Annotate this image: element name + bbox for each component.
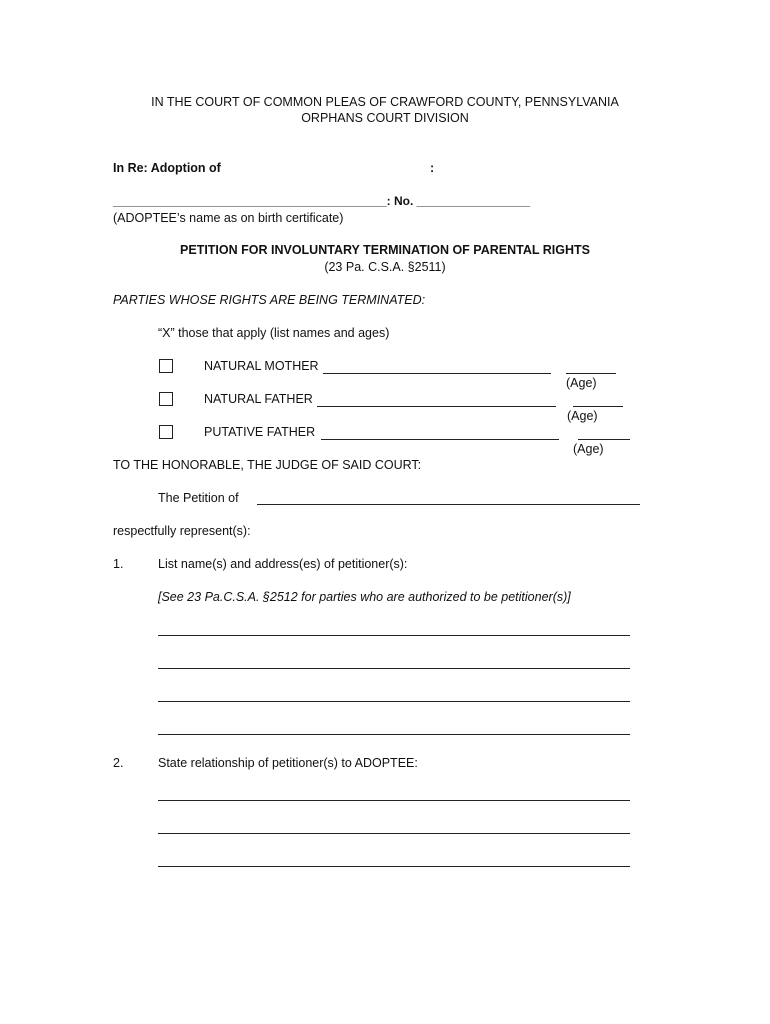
natural-father-name-field[interactable] bbox=[317, 406, 556, 407]
putative-father-label: PUTATIVE FATHER bbox=[204, 425, 316, 439]
section-2-text: State relationship of petitioner(s) to ADOPTEE: bbox=[158, 756, 418, 770]
petitioner-address-line-1[interactable] bbox=[158, 635, 630, 636]
caption-colon: : bbox=[430, 161, 435, 175]
petitioner-address-line-3[interactable] bbox=[158, 701, 630, 702]
adoptee-name-hint: (ADOPTEE’s name as on birth certificate) bbox=[113, 211, 344, 225]
relationship-line-2[interactable] bbox=[158, 833, 630, 834]
natural-mother-age-field[interactable] bbox=[566, 373, 616, 374]
natural-father-label: NATURAL FATHER bbox=[204, 392, 313, 406]
natural-mother-name-field[interactable] bbox=[323, 373, 551, 374]
putative-father-age-label: (Age) bbox=[573, 442, 604, 456]
section-1-note: [See 23 Pa.C.S.A. §2512 for parties who are authorized to be petitioner(s)] bbox=[158, 590, 571, 604]
court-heading: IN THE COURT OF COMMON PLEAS OF CRAWFORD COUNTY, PENNSYLVANIA bbox=[151, 95, 619, 109]
petition-title: PETITION FOR INVOLUNTARY TERMINATION OF PARENTAL RIGHTS bbox=[180, 243, 590, 257]
statute-reference: (23 Pa. C.S.A. §2511) bbox=[324, 260, 446, 274]
division-heading: ORPHANS COURT DIVISION bbox=[301, 111, 469, 125]
represents-line: respectfully represent(s): bbox=[113, 524, 251, 538]
putative-father-name-field[interactable] bbox=[321, 439, 559, 440]
to-judge-line: TO THE HONORABLE, THE JUDGE OF SAID COURT: bbox=[113, 458, 422, 472]
petitioner-address-line-2[interactable] bbox=[158, 668, 630, 669]
petitioner-name-field[interactable] bbox=[257, 504, 640, 505]
parties-instruction: “X” those that apply (list names and ages) bbox=[158, 326, 390, 340]
putative-father-checkbox[interactable] bbox=[159, 425, 173, 439]
section-1-number: 1. bbox=[113, 557, 124, 571]
section-2-number: 2. bbox=[113, 756, 124, 770]
parties-heading: PARTIES WHOSE RIGHTS ARE BEING TERMINATED: bbox=[113, 293, 426, 307]
petitioner-address-line-4[interactable] bbox=[158, 734, 630, 735]
petition-of-label: The Petition of bbox=[158, 491, 239, 505]
natural-mother-age-label: (Age) bbox=[566, 376, 597, 390]
adoptee-name-and-docket-line[interactable]: _________________________________________: No. _________________ bbox=[113, 194, 531, 208]
natural-father-age-label: (Age) bbox=[567, 409, 598, 423]
natural-mother-checkbox[interactable] bbox=[159, 359, 173, 373]
relationship-line-3[interactable] bbox=[158, 866, 630, 867]
natural-mother-label: NATURAL MOTHER bbox=[204, 359, 319, 373]
in-re-label: In Re: Adoption of bbox=[113, 161, 221, 175]
natural-father-checkbox[interactable] bbox=[159, 392, 173, 406]
putative-father-age-field[interactable] bbox=[578, 439, 630, 440]
section-1-text: List name(s) and address(es) of petitioner(s): bbox=[158, 557, 408, 571]
natural-father-age-field[interactable] bbox=[573, 406, 623, 407]
relationship-line-1[interactable] bbox=[158, 800, 630, 801]
